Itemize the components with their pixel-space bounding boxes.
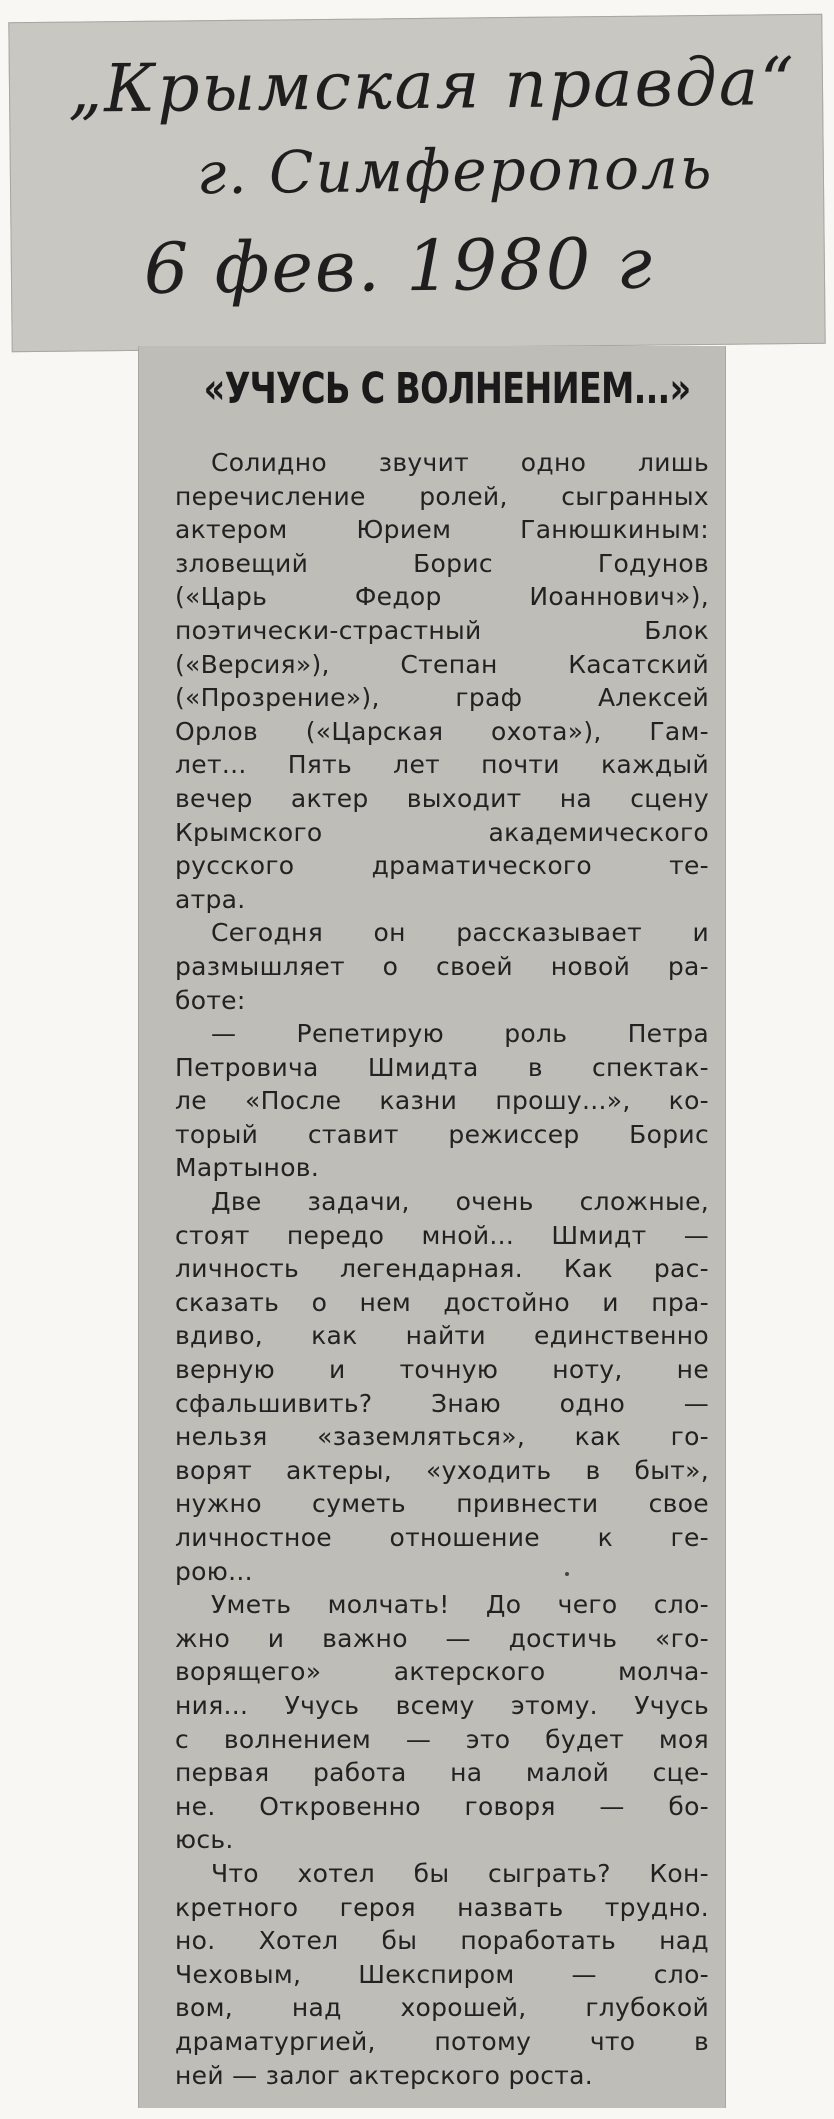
article-line: актером Юрием Ганюшкиным: xyxy=(175,515,709,545)
print-speck xyxy=(565,1572,569,1576)
article-line: Чеховым, Шекспиром — сло- xyxy=(175,1959,709,1989)
article-line: кретного героя назвать трудно. xyxy=(175,1892,709,1922)
article-line: Солидно звучит одно лишь xyxy=(211,448,709,477)
article-line: личность легендарная. Как рас- xyxy=(175,1254,709,1284)
article-line: («Царь Федор Иоаннович»), xyxy=(175,582,709,612)
article-line: рою... xyxy=(175,1556,253,1586)
article-line: сфальшивить? Знаю одно — xyxy=(175,1388,709,1418)
article-line: — Репетирую роль Петра xyxy=(211,1019,709,1049)
publication-date: 6 фев. 1980 г xyxy=(143,222,655,310)
article-line: («Версия»), Степан Касатский xyxy=(175,649,709,679)
article-line: жно и важно — достичь «го- xyxy=(175,1623,709,1653)
article-line: размышляет о своей новой ра- xyxy=(175,951,709,981)
article-line: с волнением — это будет моя xyxy=(175,1724,709,1754)
article-headline: «УЧУСЬ С ВОЛНЕНИЕМ...» xyxy=(203,364,691,414)
article-line: ворящего» актерского молча- xyxy=(175,1657,709,1687)
article-line: Что хотел бы сыграть? Кон- xyxy=(211,1858,709,1888)
article-line: лет... Пять лет почти каждый xyxy=(175,750,709,780)
article-line: Мартынов. xyxy=(175,1153,320,1183)
article-line: сказать о нем достойно и пра- xyxy=(175,1287,709,1317)
article-line: Орлов («Царская охота»), Гам- xyxy=(175,716,709,746)
article-line: не. Откровенно говоря — бо- xyxy=(175,1791,709,1821)
article-line: Крымского академического xyxy=(175,817,709,847)
article-line: нужно суметь привнести свое xyxy=(175,1489,709,1519)
article-line: нельзя «заземляться», как го- xyxy=(175,1422,709,1452)
article-line: верную и точную ноту, не xyxy=(175,1355,709,1385)
article-line: русского драматического те- xyxy=(175,851,709,881)
handwritten-label xyxy=(8,14,825,353)
article-line: Сегодня он рассказывает и xyxy=(211,918,709,948)
article-line: Две задачи, очень сложные, xyxy=(211,1187,709,1217)
article-line: личностное отношение к ге- xyxy=(175,1523,709,1552)
article-line: («Прозрение»), граф Алексей xyxy=(175,683,709,713)
article-line: юсь. xyxy=(175,1825,234,1855)
article-line: но. Хотел бы поработать над xyxy=(175,1926,709,1956)
article-line: зловещий Борис Годунов xyxy=(175,548,709,578)
article-line: ней — залог актерского роста. xyxy=(175,2060,594,2090)
newspaper-name: „Крымская правда“ xyxy=(67,43,797,128)
article-line: торый ставит режиссер Борис xyxy=(175,1119,709,1149)
newspaper-clipping xyxy=(138,346,726,2108)
article-line: поэтически-страстный Блок xyxy=(175,615,709,645)
article-line: ния... Учусь всему этому. Учусь xyxy=(175,1690,709,1720)
article-line: ле «После казни прошу...», ко- xyxy=(175,1086,709,1116)
article-line: боте: xyxy=(175,985,246,1015)
article-line: перечисление ролей, сыгранных xyxy=(175,481,709,511)
article-line: драматургией, потому что в xyxy=(175,2026,709,2056)
article-body xyxy=(175,446,709,2092)
article-line: Петровича Шмидта в спектак- xyxy=(175,1052,709,1082)
article-line: стоят передо мной... Шмидт — xyxy=(175,1220,709,1250)
article-line: ворят актеры, «уходить в быт», xyxy=(175,1455,709,1485)
city-name: г. Симферополь xyxy=(196,133,714,208)
article-line: вом, над хорошей, глубокой xyxy=(175,1993,709,2023)
article-line: вечер актер выходит на сцену xyxy=(175,783,709,813)
article-line: вдиво, как найти единственно xyxy=(175,1321,709,1351)
article-line: Уметь молчать! До чего сло- xyxy=(211,1590,709,1620)
article-line: атра. xyxy=(175,884,246,914)
article-line: первая работа на малой сце- xyxy=(175,1758,709,1788)
